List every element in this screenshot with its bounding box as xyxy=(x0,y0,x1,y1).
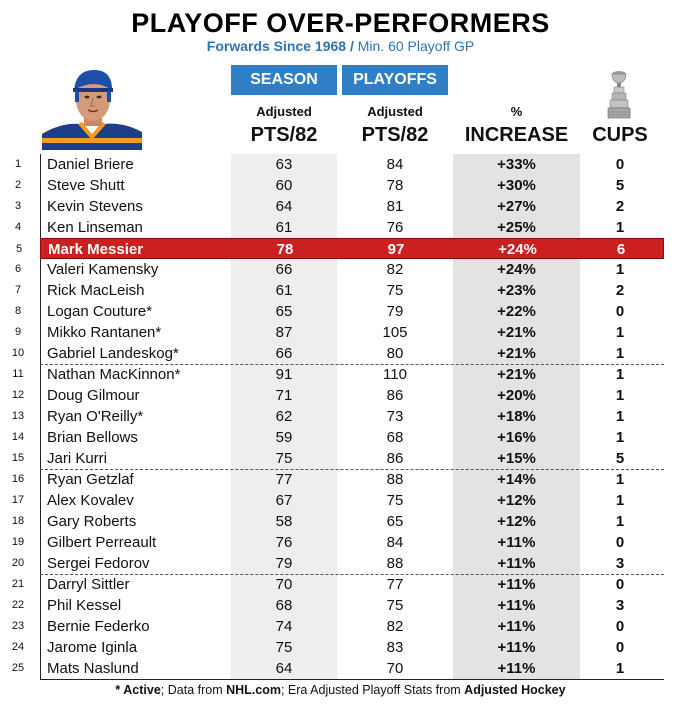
player-name-cell: Valeri Kamensky xyxy=(47,261,159,278)
table-row xyxy=(0,553,681,574)
page-title: PLAYOFF OVER-PERFORMERS xyxy=(131,8,550,38)
increase-cell: +16% xyxy=(453,427,580,448)
season-pts-cell: 61 xyxy=(231,280,337,301)
table-row xyxy=(0,448,681,469)
cups-cell: 1 xyxy=(615,492,625,509)
increase-cell: +23% xyxy=(453,280,580,301)
increase-percent-label: % xyxy=(510,104,523,119)
cups-cell: 0 xyxy=(615,303,625,320)
cups-header: CUPS xyxy=(592,124,648,146)
rank-cell: 19 xyxy=(11,536,25,548)
season-pts-cell: 66 xyxy=(231,259,337,280)
season-pts-cell: 74 xyxy=(231,616,337,637)
rank-cell: 6 xyxy=(14,263,22,275)
table-row xyxy=(0,196,681,217)
rank-cell: 23 xyxy=(11,620,25,632)
playoffs-pts-cell: 73 xyxy=(386,408,404,425)
playoffs-pts-cell: 86 xyxy=(386,387,404,404)
table-row xyxy=(0,217,681,238)
playoffs-pts-cell: 88 xyxy=(386,471,404,488)
season-adjusted-label: Adjusted xyxy=(256,104,312,119)
group-divider xyxy=(40,574,664,575)
increase-cell: +11% xyxy=(453,553,580,574)
increase-cell: +20% xyxy=(453,385,580,406)
player-name-cell: Alex Kovalev xyxy=(47,492,134,509)
season-pts-cell: 75 xyxy=(231,637,337,658)
cups-cell: 1 xyxy=(615,408,625,425)
rank-cell: 25 xyxy=(11,662,25,674)
season-pts-cell: 67 xyxy=(231,490,337,511)
rank-cell: 7 xyxy=(14,284,22,296)
cups-cell: 1 xyxy=(615,345,625,362)
increase-cell: +27% xyxy=(453,196,580,217)
cups-cell: 3 xyxy=(615,597,625,614)
rank-cell: 24 xyxy=(11,641,25,653)
season-pts-cell: 71 xyxy=(231,385,337,406)
rank-cell: 17 xyxy=(11,494,25,506)
increase-cell: +25% xyxy=(453,217,580,238)
cups-cell: 1 xyxy=(615,513,625,530)
increase-cell: +30% xyxy=(453,175,580,196)
rank-cell: 12 xyxy=(11,389,25,401)
increase-cell: +24% xyxy=(498,241,537,258)
playoffs-pts-cell: 110 xyxy=(383,366,407,383)
season-pts-cell: 87 xyxy=(231,322,337,343)
playoffs-pts-cell: 65 xyxy=(386,513,404,530)
table-bottom-border xyxy=(40,679,664,680)
rank-cell: 14 xyxy=(11,431,25,443)
increase-cell: +11% xyxy=(453,574,580,595)
player-name-cell: Kevin Stevens xyxy=(47,198,143,215)
player-name-cell: Ryan Getzlaf xyxy=(47,471,134,488)
cups-cell: 1 xyxy=(615,471,625,488)
playoffs-pts-cell: 97 xyxy=(387,241,405,258)
subtitle-min: Min. 60 Playoff GP xyxy=(357,38,475,54)
table-row xyxy=(0,175,681,196)
table-row xyxy=(0,574,681,595)
playoffs-pts-cell: 79 xyxy=(386,303,404,320)
playoffs-pts-cell: 80 xyxy=(386,345,404,362)
player-name-cell: Sergei Fedorov xyxy=(47,555,150,572)
player-name-cell: Ken Linseman xyxy=(47,219,143,236)
cups-cell: 1 xyxy=(615,366,625,383)
season-pts-cell: 63 xyxy=(231,154,337,175)
rank-cell: 3 xyxy=(14,200,22,212)
cups-cell: 0 xyxy=(615,639,625,656)
player-name-cell: Ryan O'Reilly* xyxy=(47,408,144,425)
player-name-cell: Phil Kessel xyxy=(47,597,122,614)
season-pts-cell: 77 xyxy=(231,469,337,490)
playoffs-pts-cell: 86 xyxy=(386,450,404,467)
table-row-highlighted xyxy=(15,238,664,259)
cups-cell: 1 xyxy=(615,429,625,446)
rank-cell: 4 xyxy=(14,221,22,233)
playoffs-pts-cell: 70 xyxy=(386,660,404,677)
cups-cell: 1 xyxy=(615,387,625,404)
playoffs-pts-cell: 105 xyxy=(382,324,408,341)
group-divider xyxy=(40,364,664,365)
table-row xyxy=(0,658,681,679)
rank-cell: 9 xyxy=(14,326,22,338)
increase-cell: +24% xyxy=(453,259,580,280)
table-row xyxy=(0,343,681,364)
player-name-cell: Mikko Rantanen* xyxy=(47,324,162,341)
table-row xyxy=(0,427,681,448)
cups-cell: 0 xyxy=(615,618,625,635)
player-name-cell: Gary Roberts xyxy=(47,513,137,530)
cups-cell: 0 xyxy=(615,534,625,551)
cups-cell: 0 xyxy=(615,576,625,593)
playoffs-header-button: PLAYOFFS xyxy=(342,65,448,95)
footer-star: * xyxy=(115,683,124,697)
subtitle-separator: / xyxy=(346,38,358,54)
season-pts-cell: 91 xyxy=(231,364,337,385)
table-row xyxy=(0,595,681,616)
cups-cell: 2 xyxy=(615,198,625,215)
playoffs-pts-cell: 84 xyxy=(386,534,404,551)
rank-cell: 15 xyxy=(11,452,25,464)
player-name-cell: Doug Gilmour xyxy=(47,387,140,404)
playoffs-pts-cell: 81 xyxy=(386,198,404,215)
table-row xyxy=(0,490,681,511)
player-name-cell: Mats Naslund xyxy=(47,660,139,677)
player-name-cell: Steve Shutt xyxy=(47,177,125,194)
player-name-cell: Logan Couture* xyxy=(47,303,153,320)
playoffs-pts-cell: 75 xyxy=(386,597,404,614)
cups-cell: 3 xyxy=(615,555,625,572)
season-pts-cell: 75 xyxy=(231,448,337,469)
player-name-cell: Daniel Briere xyxy=(47,156,134,173)
rank-cell: 20 xyxy=(11,557,25,569)
cups-cell: 0 xyxy=(615,156,625,173)
increase-cell: +11% xyxy=(453,595,580,616)
season-pts-cell: 65 xyxy=(231,301,337,322)
playoffs-pts-cell: 82 xyxy=(386,261,404,278)
increase-cell: +22% xyxy=(453,301,580,322)
increase-cell: +11% xyxy=(453,637,580,658)
season-header-button: SEASON xyxy=(231,65,337,95)
playoffs-pts-cell: 78 xyxy=(386,177,404,194)
rank-cell: 21 xyxy=(11,578,25,590)
rank-cell: 22 xyxy=(11,599,25,611)
increase-cell: +11% xyxy=(453,658,580,679)
table-row xyxy=(0,511,681,532)
player-name-cell: Bernie Federko xyxy=(47,618,150,635)
season-pts-cell: 64 xyxy=(231,658,337,679)
cups-cell: 1 xyxy=(615,261,625,278)
increase-header: INCREASE xyxy=(464,124,569,146)
playoffs-pts-cell: 83 xyxy=(386,639,404,656)
player-name-cell: Darryl Sittler xyxy=(47,576,130,593)
increase-cell: +18% xyxy=(453,406,580,427)
subtitle-main: Forwards Since 1968 xyxy=(206,38,347,54)
increase-cell: +11% xyxy=(453,616,580,637)
table-row xyxy=(0,154,681,175)
season-pts-cell: 76 xyxy=(231,532,337,553)
player-name-cell: Jari Kurri xyxy=(47,450,108,467)
season-pts-cell: 70 xyxy=(231,574,337,595)
rank-cell: 13 xyxy=(11,410,25,422)
table-row xyxy=(0,616,681,637)
rank-cell: 16 xyxy=(11,473,25,485)
player-name-cell: Jarome Iginla xyxy=(47,639,138,656)
footer-text-2: ; Era Adjusted Playoff Stats from xyxy=(280,683,465,697)
season-pts-cell: 60 xyxy=(231,175,337,196)
playoffs-pts-cell: 82 xyxy=(386,618,404,635)
group-divider xyxy=(40,469,664,470)
cups-cell: 2 xyxy=(615,282,625,299)
player-name-cell: Gabriel Landeskog* xyxy=(47,345,179,362)
player-photo xyxy=(42,64,142,150)
playoffs-pts-cell: 84 xyxy=(386,156,404,173)
table-row xyxy=(0,322,681,343)
rank-cell: 1 xyxy=(14,158,22,170)
increase-cell: +21% xyxy=(453,322,580,343)
table-row xyxy=(0,469,681,490)
player-name-cell: Gilbert Perreault xyxy=(47,534,157,551)
cups-cell: 5 xyxy=(615,177,625,194)
season-pts-cell: 58 xyxy=(231,511,337,532)
playoffs-pts-cell: 77 xyxy=(386,576,404,593)
season-pts-cell: 59 xyxy=(231,427,337,448)
cups-cell: 6 xyxy=(616,241,626,258)
playoffs-pts-cell: 68 xyxy=(386,429,404,446)
increase-cell: +14% xyxy=(453,469,580,490)
increase-cell: +33% xyxy=(453,154,580,175)
playoffs-pts-cell: 76 xyxy=(386,219,404,236)
cups-cell: 5 xyxy=(615,450,625,467)
increase-cell: +12% xyxy=(453,511,580,532)
table-row xyxy=(0,259,681,280)
playoffs-adjusted-label: Adjusted xyxy=(367,104,423,119)
player-name-cell: Mark Messier xyxy=(48,241,144,258)
cups-cell: 1 xyxy=(615,324,625,341)
increase-cell: +11% xyxy=(453,532,580,553)
increase-cell: +15% xyxy=(453,448,580,469)
table-row xyxy=(0,406,681,427)
footer-source: Adjusted Hockey xyxy=(464,683,566,697)
season-pts-cell: 61 xyxy=(231,217,337,238)
table-row xyxy=(0,385,681,406)
footer-text-1: ; Data from xyxy=(160,683,227,697)
increase-cell: +21% xyxy=(453,364,580,385)
table-row xyxy=(0,280,681,301)
footer-note xyxy=(0,683,681,697)
cups-cell: 1 xyxy=(615,660,625,677)
season-pts-header: PTS/82 xyxy=(250,124,318,146)
stanley-cup-icon xyxy=(606,70,632,120)
player-name-cell: Nathan MacKinnon* xyxy=(47,366,181,383)
rank-cell: 11 xyxy=(12,368,24,380)
playoffs-pts-header: PTS/82 xyxy=(361,124,429,146)
playoffs-pts-cell: 88 xyxy=(386,555,404,572)
playoffs-pts-cell: 75 xyxy=(386,492,404,509)
increase-cell: +21% xyxy=(453,343,580,364)
player-name-cell: Brian Bellows xyxy=(47,429,138,446)
season-pts-cell: 78 xyxy=(276,241,294,258)
cups-cell: 1 xyxy=(615,219,625,236)
player-name-cell: Rick MacLeish xyxy=(47,282,145,299)
rank-cell: 5 xyxy=(15,243,23,255)
season-pts-cell: 68 xyxy=(231,595,337,616)
table-row xyxy=(0,364,681,385)
table-row xyxy=(0,301,681,322)
table-row xyxy=(0,637,681,658)
footer-active: Active xyxy=(123,683,161,697)
rank-cell: 18 xyxy=(11,515,25,527)
season-pts-cell: 66 xyxy=(231,343,337,364)
season-pts-cell: 64 xyxy=(231,196,337,217)
season-pts-cell: 62 xyxy=(231,406,337,427)
playoffs-pts-cell: 75 xyxy=(386,282,404,299)
rank-cell: 8 xyxy=(14,305,22,317)
season-pts-cell: 79 xyxy=(231,553,337,574)
rank-cell: 10 xyxy=(11,347,25,359)
increase-cell: +12% xyxy=(453,490,580,511)
footer-nhl: NHL.com xyxy=(226,683,281,697)
rank-cell: 2 xyxy=(14,179,22,191)
subtitle xyxy=(0,38,681,54)
table-row xyxy=(0,532,681,553)
